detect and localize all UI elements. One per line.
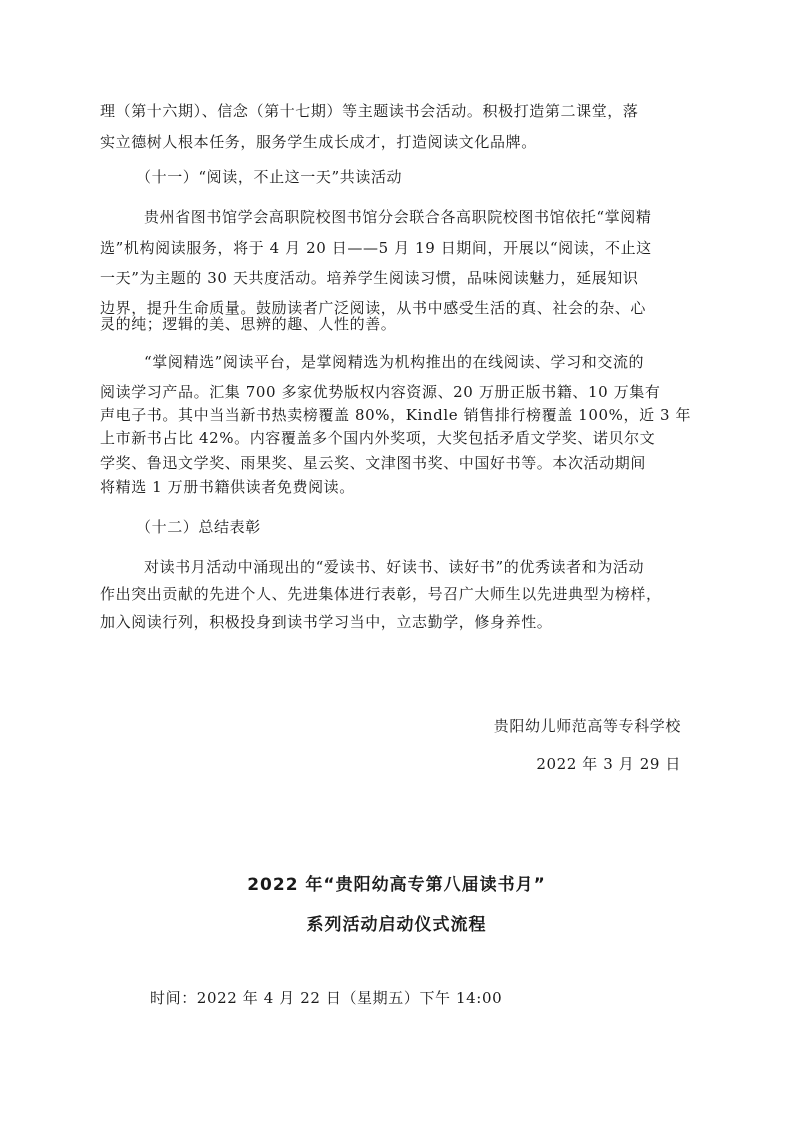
body-text-line: 学奖、鲁迅文学奖、雨果奖、星云奖、文津图书奖、中国好书等。本次活动期间: [100, 454, 647, 472]
body-text-line: 边界，提升生命质量。鼓励读者广泛阅读，从书中感受生活的真、社会的杂、心: [100, 299, 647, 317]
body-text-line: 贵州省图书馆学会高职院校图书馆分会联合各高职院校图书馆依托“掌阅精: [144, 208, 652, 226]
body-text-line: 声电子书。其中当当新书热卖榜覆盖 80%，Kindle 销售排行榜覆盖 100%，近 3 年: [100, 406, 692, 424]
body-text-line: “掌阅精选”阅读平台，是掌阅精选为机构推出的在线阅读、学习和交流的: [144, 353, 645, 371]
section-heading-11: （十一）“阅读，不止这一天”共读活动: [136, 168, 403, 186]
event-title-line-1: 2022 年“贵阳幼高专第八届读书月”: [247, 875, 546, 895]
section-heading-12: （十二）总结表彰: [136, 518, 261, 536]
body-text-line: 理（第十六期）、信念（第十七期）等主题读书会活动。积极打造第二课堂，落: [100, 102, 639, 120]
signature-date: 2022 年 3 月 29 日: [536, 755, 681, 773]
body-text-line: 对读书月活动中涌现出的“爱读书、好读书、读好书”的优秀读者和为活动: [144, 558, 645, 576]
body-text-line: 灵的纯；逻辑的美、思辨的趣、人性的善。: [100, 315, 397, 333]
body-text-line: 实立德树人根本任务，服务学生成长成才，打造阅读文化品牌。: [100, 133, 537, 151]
body-text-line: 上市新书占比 42%。内容覆盖多个国内外奖项，大奖包括矛盾文学奖、诺贝尔文: [100, 429, 656, 447]
body-text-line: 将精选 1 万册书籍供读者免费阅读。: [100, 478, 355, 496]
body-text-line: 作出突出贡献的先进个人、先进集体进行表彰，号召广大师生以先进典型为榜样，: [100, 585, 662, 603]
event-title-line-2: 系列活动启动仪式流程: [306, 915, 487, 935]
body-text-line: 加入阅读行列，积极投身到读书学习当中，立志勤学，修身养性。: [100, 613, 553, 631]
body-text-line: 选”机构阅读服务，将于 4 月 20 日——5 月 19 日期间，开展以“阅读，不止这: [100, 239, 652, 257]
body-text-line: 阅读学习产品。汇集 700 多家优势版权内容资源、20 万册正版书籍、10 万集有: [100, 383, 661, 401]
body-text-line: 一天”为主题的 30 天共度活动。培养学生阅读习惯，品味阅读魅力，延展知识: [100, 269, 639, 287]
event-time: 时间：2022 年 4 月 22 日（星期五）下午 14:00: [150, 989, 503, 1007]
signature-organization: 贵阳幼儿师范高等专科学校: [493, 717, 681, 735]
